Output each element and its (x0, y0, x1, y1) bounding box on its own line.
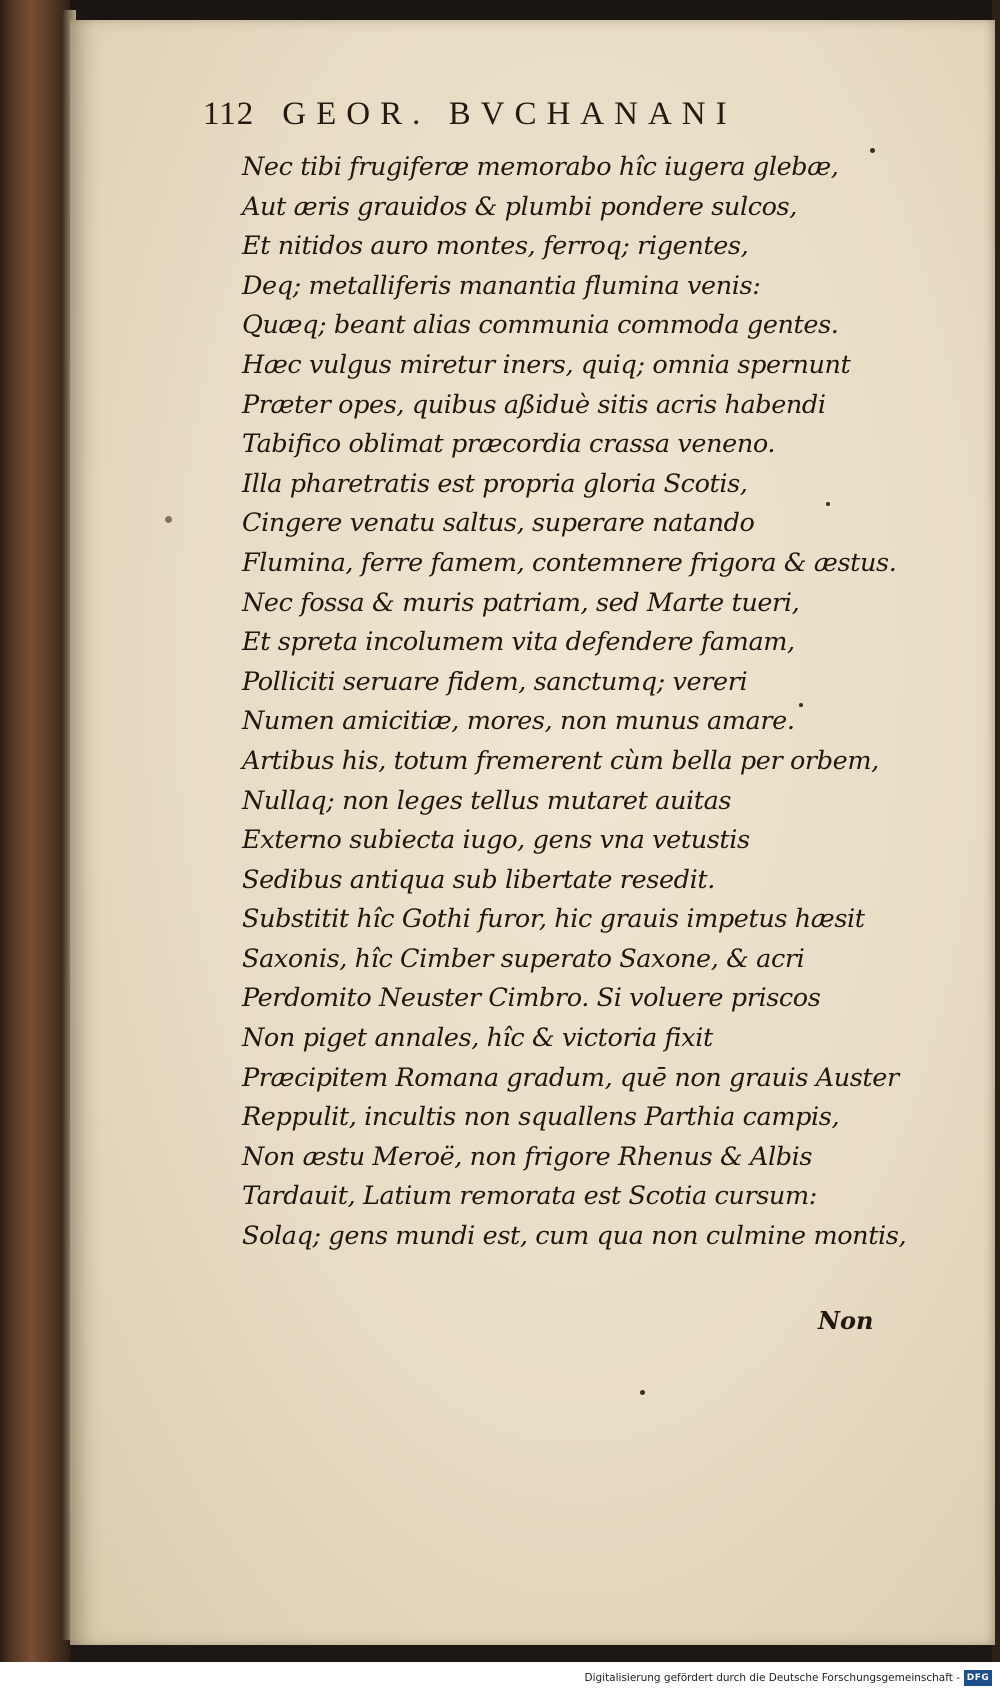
verse-line: Tabifico oblimat præcordia crassa veneno. (242, 429, 776, 460)
ink-speck (799, 703, 803, 707)
verse-line: Polliciti seruare fidem, sanctumq; vereri (242, 666, 748, 697)
verse-line: Nec tibi frugiferæ memorabo hîc iugera glebæ, (242, 152, 839, 182)
poem-text-block (242, 148, 942, 1257)
running-header (203, 96, 737, 133)
verse-line: Cingere venatu saltus, superare natando (242, 508, 755, 539)
verse-line: Quæq; beant alias communia commoda gentes. (242, 310, 839, 341)
ink-speck (870, 148, 875, 153)
verse-line: Nec fossa & muris patriam, sed Marte tueri, (242, 587, 800, 618)
verse-line: Illa pharetratis est propria gloria Scotis, (242, 468, 748, 499)
verse-line: Et spreta incolumem vita defendere famam, (242, 627, 795, 658)
running-title: GEOR. BVCHANANI (282, 96, 737, 132)
verse-line: Et nitidos auro montes, ferroq; rigentes, (242, 231, 749, 262)
funding-credit: Digitalisierung gefördert durch die Deutsche Forschungsgemeinschaft - (584, 1672, 960, 1684)
verse-line: Præter opes, quibus aßiduè sitis acris habendi (242, 389, 826, 420)
verse-line: Solaq; gens mundi est, cum qua non culmine montis, (242, 1221, 907, 1252)
page-number: 112 (203, 96, 255, 132)
verse-line: Externo subiecta iugo, gens vna vetustis (242, 825, 750, 856)
verse-line: Præcipitem Romana gradum, quē non grauis Auster (242, 1062, 899, 1093)
verse-line: Non æstu Meroë, non frigore Rhenus & Albis (242, 1141, 813, 1172)
verse-line: Non piget annales, hîc & victoria fixit (242, 1023, 713, 1054)
verse-line: Flumina, ferre famem, contemnere frigora & æstus. (242, 547, 897, 578)
ink-speck (640, 1390, 645, 1395)
scan-top-border (0, 0, 1000, 22)
ink-speck (165, 516, 172, 523)
verse-line: Aut æris grauidos & plumbi pondere sulcos, (242, 191, 797, 222)
verse-line: Deq; metalliferis manantia flumina venis: (242, 270, 761, 301)
verse-line: Perdomito Neuster Cimbro. Si voluere priscos (242, 983, 821, 1014)
verse-line: Artibus his, totum fremerent cùm bella per orbem, (242, 745, 879, 776)
verse-line: Reppulit, incultis non squallens Parthia campis, (242, 1102, 840, 1133)
dfg-logo-icon: DFG (964, 1670, 992, 1686)
verse-line: Tardauit, Latium remorata est Scotia cursum: (242, 1181, 817, 1212)
verse-line: Saxonis, hîc Cimber superato Saxone, & acri (242, 943, 805, 974)
verse-line: Numen amicitiæ, mores, non munus amare. (242, 706, 795, 737)
ink-speck (826, 502, 830, 506)
verse-line: Hæc vulgus miretur iners, quiq; omnia spernunt (242, 349, 851, 380)
catchword: Non (818, 1306, 874, 1335)
verse-line: Substitit hîc Gothi furor, hic grauis impetus hæsit (242, 904, 865, 935)
verse-line: Nullaq; non leges tellus mutaret auitas (242, 785, 732, 816)
digitization-footer (0, 1662, 1000, 1698)
verse-line: Sedibus antiqua sub libertate resedit. (242, 864, 715, 895)
book-spine (0, 0, 70, 1662)
